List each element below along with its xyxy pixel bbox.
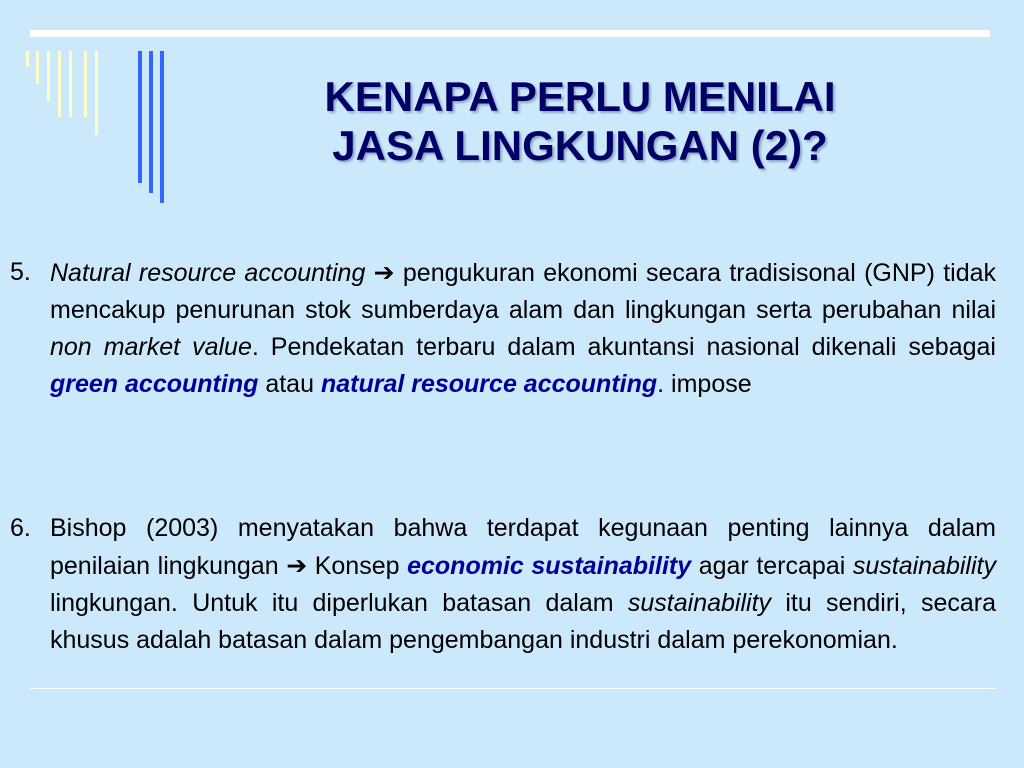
arrow-right-icon: ➔ [286, 551, 308, 580]
decorative-stripes [0, 0, 180, 210]
point-6 [10, 510, 996, 659]
point-number: 6. [10, 514, 31, 542]
slide-title-line-1: KENAPA PERLU MENILAI [324, 73, 836, 120]
italic-term: sustainability [627, 589, 772, 617]
italic-term: non market value [50, 333, 252, 361]
deco-stripe-blue [160, 51, 164, 203]
text-segment: lingkungan. Untuk itu diperlukan batasan dalam [50, 589, 628, 617]
text-segment: . Pendekatan terbaru dalam akuntansi nasional dikenali sebagai [251, 333, 996, 361]
bottom-rule [30, 688, 996, 689]
point-number: 5. [10, 258, 31, 286]
deco-stripe-blue [138, 51, 142, 183]
deco-stripe-yellow [26, 51, 29, 67]
text-segment: Bishop (2003) menyatakan bahwa terdapat kegunaan penting lainnya dalam penilaian lingkungan [50, 514, 996, 580]
deco-stripe-yellow [84, 51, 87, 117]
slide-title [230, 72, 930, 170]
text-segment: pengukuran ekonomi secara tradisisonal (GNP) tidak mencakup penurunan stok sumberdaya alam dan lingkungan serta perubahan nilai [50, 259, 996, 324]
text-segment: Konsep [307, 552, 408, 580]
point-text [50, 254, 996, 403]
deco-stripe-yellow [47, 51, 50, 101]
slide-title-line-2: JASA LINGKUNGAN (2)? [332, 122, 828, 169]
deco-stripe-yellow [36, 51, 39, 84]
point-text [50, 510, 996, 659]
highlighted-term: green accounting [50, 370, 259, 398]
deco-stripe-blue [149, 51, 153, 193]
point-5 [10, 254, 996, 403]
text-segment: itu sendiri, secara khusus adalah batasan dalam pengembangan industri dalam perekonomian. [50, 589, 996, 654]
italic-term: sustainability [852, 552, 996, 580]
text-segment: atau [258, 370, 321, 398]
deco-stripe-yellow [58, 51, 61, 117]
italic-term: Natural resource accounting [50, 259, 366, 287]
arrow-right-icon: ➔ [373, 258, 395, 287]
text-segment [365, 259, 373, 287]
text-segment: . impose [657, 370, 752, 398]
highlighted-term: natural resource accounting [320, 370, 658, 398]
highlighted-term: economic sustainability [407, 552, 692, 580]
deco-stripe-yellow [69, 51, 72, 117]
deco-stripe-yellow [95, 51, 98, 135]
text-segment: agar tercapai [691, 552, 853, 580]
